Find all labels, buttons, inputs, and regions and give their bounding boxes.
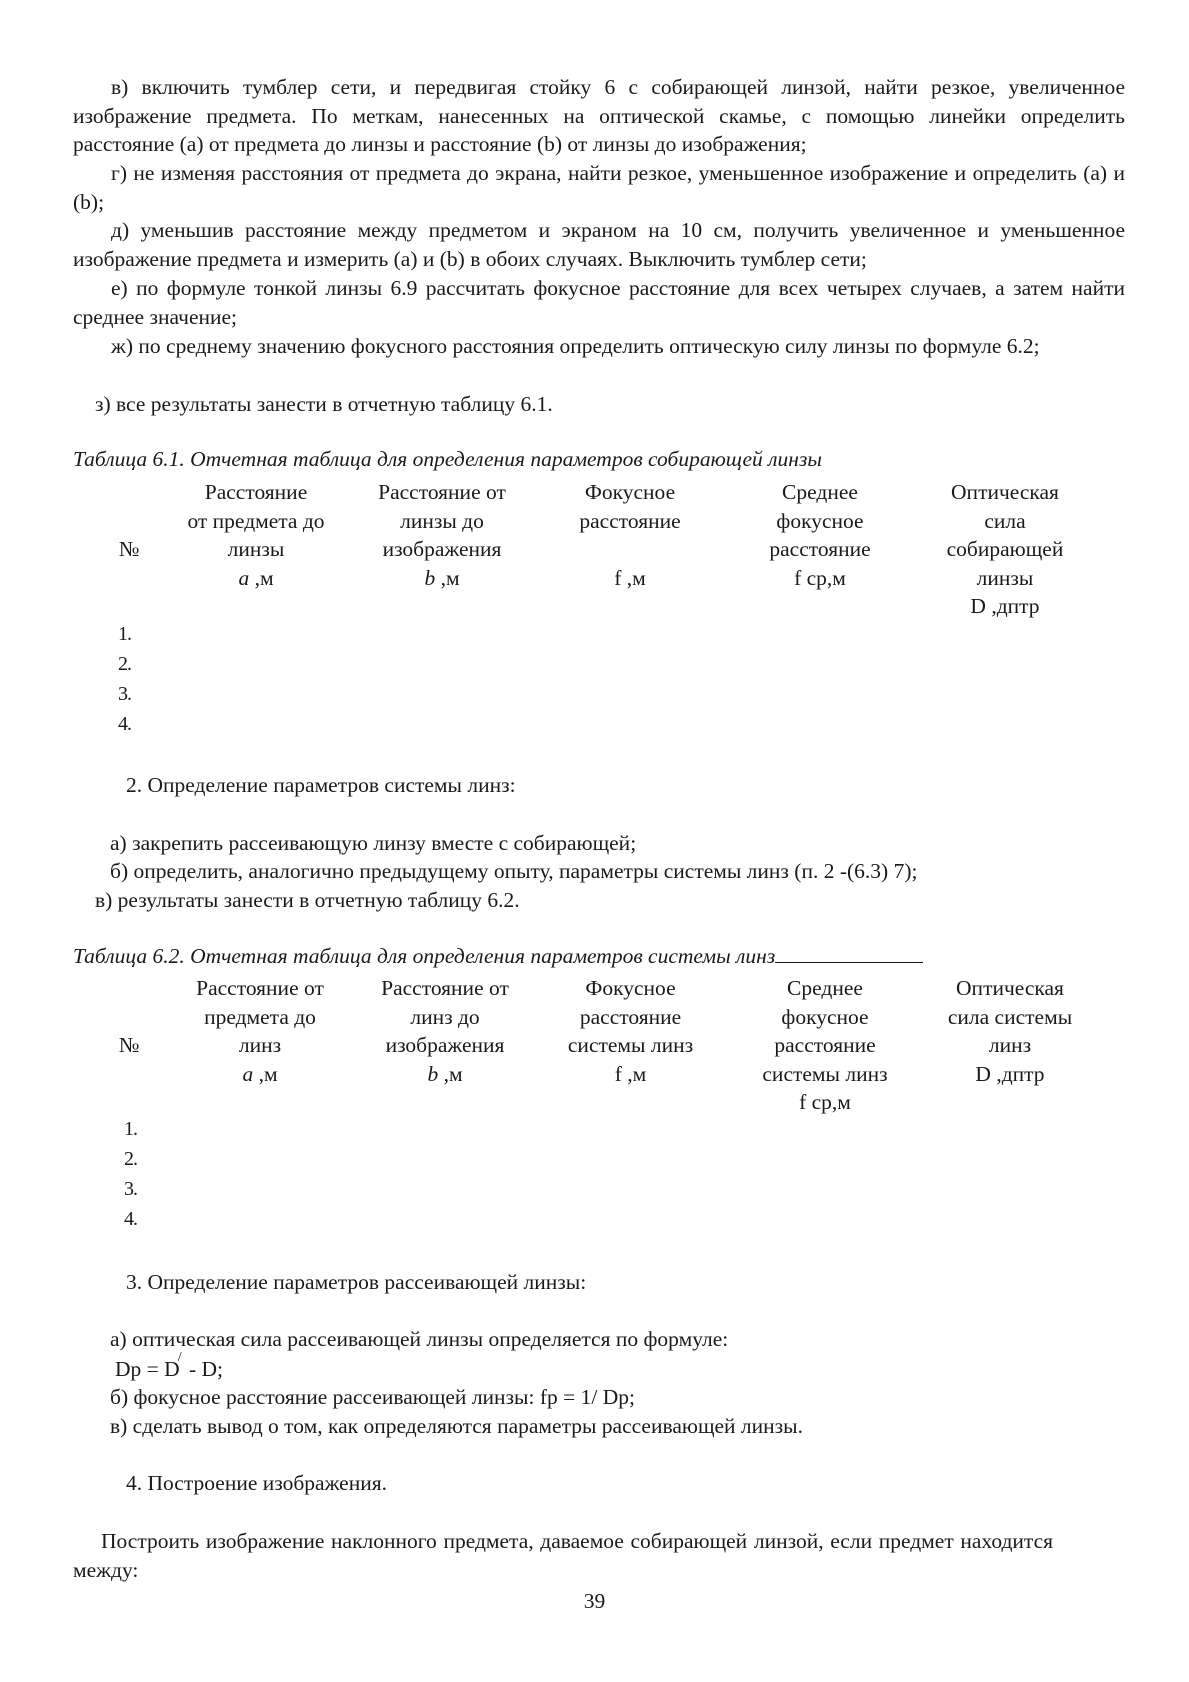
step-zh-paragraph: ж) по среднему значению фокусного расстояния определить оптическую силу линзы по формуле 6.2; (111, 334, 1040, 358)
section-4-paragraph: Построить изображение наклонного предмета, даваемое собирающей линзой, если предмет находится между: (73, 1529, 1053, 1582)
table-header-distance-b: Расстояние от линз до изображения b ,м (381, 976, 509, 1086)
section-2-heading: 2. Определение параметров системы линз: (126, 773, 516, 797)
section-2-item-b: б) определить, аналогично предыдущему опыту, параметры системы линз (п. 2 -(6.3) 7); (110, 859, 918, 883)
table-header-optical-power: Оптическая сила системы линз D ,дптр (947, 976, 1073, 1086)
table-header-distance-b: Расстояние от линзы до изображения b ,м (378, 480, 506, 590)
section-2-item-a: а) закрепить рассеивающую линзу вместе с собирающей; (110, 831, 637, 855)
section-3-item-a: а) оптическая сила рассеивающей линзы определяется по формуле: (110, 1327, 729, 1351)
caption-underline (775, 942, 923, 963)
step-z-paragraph: з) все результаты занести в отчетную таблицу 6.1. (95, 392, 553, 416)
step-d-paragraph: д) уменьшив расстояние между предметом и экраном на 10 см, получить увеличенное и уменьшенное изображение предмета и измерить (а) и (b) в обоих случаях. Выключить тумблер сети; (73, 218, 1125, 271)
step-g-paragraph: г) не изменяя расстояния от предмета до экрана, найти резкое, уменьшенное изображение и определить (а) и (b); (73, 161, 1125, 214)
table-6-1-caption: Таблица 6.1. Отчетная таблица для определения параметров собирающей линзы (73, 447, 822, 471)
section-2-item-c: в) результаты занести в отчетную таблицу 6.2. (95, 888, 520, 912)
section-3-heading: 3. Определение параметров рассеивающей линзы: (126, 1270, 587, 1294)
table-header-number: № (118, 1033, 140, 1057)
section-3-formula: Dр = D/ - D; (115, 1350, 223, 1381)
table-header-optical-power: Оптическая сила собирающей линзы D ,дптр (946, 480, 1064, 618)
section-4-heading: 4. Построение изображения. (126, 1471, 387, 1495)
step-v-paragraph: в) включить тумблер сети, и передвигая стойку 6 с собирающей линзой, найти резкое, увеличенное изображение предмета. По меткам, нанесенных на оптической скамье, с помощью линейки определить расстояние (a) от предмета до линзы и расстояние (b) от линзы до изображения; (73, 75, 1125, 156)
table-row-number: 1. (124, 1118, 137, 1140)
table-row-number: 4. (118, 713, 131, 735)
table-header-mean-focal-length: Среднее фокусное расстояние f ср,м (769, 480, 871, 590)
step-e-paragraph: е) по формуле тонкой линзы 6.9 рассчитать фокусное расстояние для всех четырех случаев, а затем найти среднее значение; (73, 276, 1125, 329)
page-number: 39 (583, 1589, 606, 1613)
table-header-number: № (118, 537, 140, 561)
table-header-focal-length: Фокусное расстояние f ,м (579, 480, 681, 590)
table-row-number: 3. (118, 683, 131, 705)
table-header-distance-a: Расстояние от предмета до линз a ,м (196, 976, 324, 1086)
table-row-number: 1. (118, 623, 131, 645)
section-3-item-c: в) сделать вывод о том, как определяются параметры рассеивающей линзы. (110, 1414, 803, 1438)
table-6-2-caption: Таблица 6.2. Отчетная таблица для определения параметров системы линз (73, 942, 923, 969)
table-header-focal-length: Фокусное расстояние системы линз f ,м (567, 976, 694, 1086)
table-row-number: 2. (124, 1148, 137, 1170)
table-row-number: 4. (124, 1208, 137, 1230)
table-row-number: 3. (124, 1178, 137, 1200)
table-header-mean-focal-length: Среднее фокусное расстояние системы линз f ср,м (762, 976, 888, 1114)
table-row-number: 2. (118, 653, 131, 675)
table-header-distance-a: Расстояние от предмета до линзы a ,м (187, 480, 325, 590)
section-3-item-b: б) фокусное расстояние рассеивающей линзы: fр = 1/ Dр; (110, 1385, 635, 1409)
